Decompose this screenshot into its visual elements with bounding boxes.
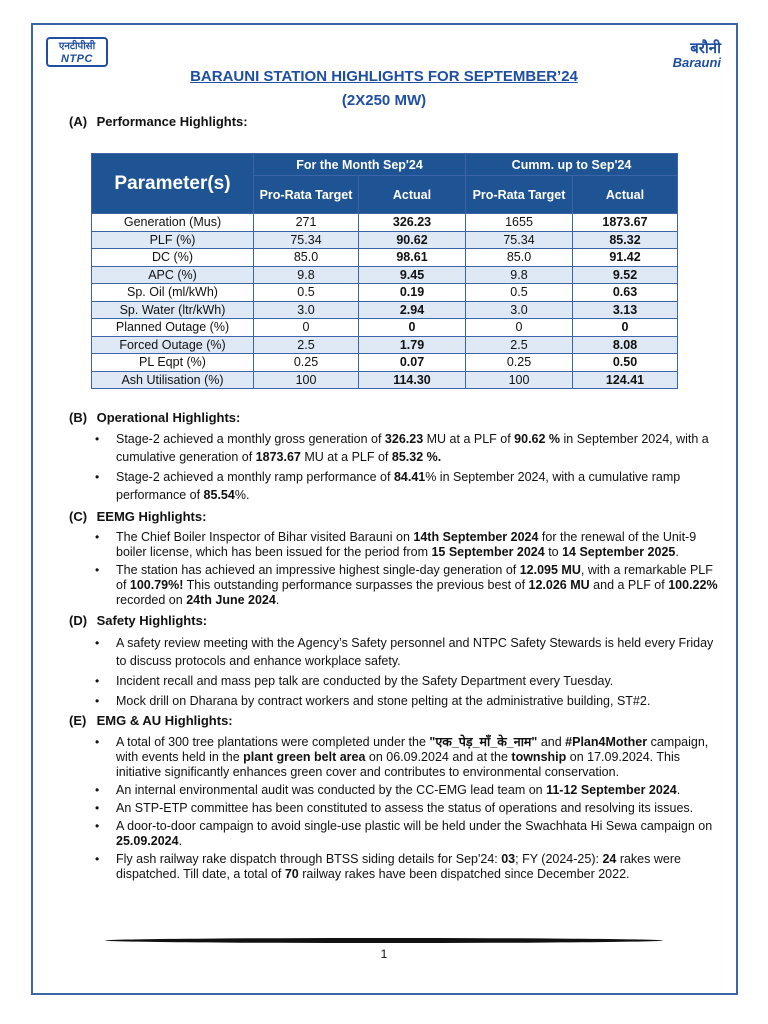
param-cell: PL Eqpt (%) xyxy=(92,354,254,372)
emg-item: • An internal environmental audit was conducted by the CC-EMG lead team on 11-12 September 2024. xyxy=(95,783,681,797)
section-e-heading xyxy=(69,713,233,728)
table-row xyxy=(92,354,678,372)
month-target-cell: 0.25 xyxy=(254,354,359,372)
bullet: • xyxy=(95,819,100,833)
cumm-group-header: Cumm. up to Sep'24 xyxy=(466,154,678,176)
cumm-actual-cell: 0.63 xyxy=(573,284,678,302)
month-actual-cell: 98.61 xyxy=(359,249,466,267)
table-row xyxy=(92,371,678,389)
table-row xyxy=(92,284,678,302)
param-cell: APC (%) xyxy=(92,266,254,284)
safety-list xyxy=(95,634,725,712)
cumm-actual-cell: 85.32 xyxy=(573,231,678,249)
section-c-title: EEMG Highlights: xyxy=(96,509,207,524)
emg-item: • Fly ash railway rake dispatch through BTSS siding details for Sep'24: 03; FY (2024-25): 24 rakes were dispatched. Till date, a total of 70 railway rakes have been dispatched since December 2022. xyxy=(95,852,681,881)
month-actual-cell: 0.07 xyxy=(359,354,466,372)
operational-item: • Stage-2 achieved a monthly gross generation of 326.23 MU at a PLF of 90.62 % in September 2024, with a cumulative generation of 1873.67 MU at a PLF of 85.32 %. xyxy=(95,432,709,464)
cumm-target-cell: 1655 xyxy=(466,214,573,232)
month-target-cell: 2.5 xyxy=(254,336,359,354)
ntpc-logo-hindi: एनटीपीसी xyxy=(58,41,96,52)
page-subtitle: (2X250 MW) xyxy=(341,92,427,109)
cumm-target-cell: 85.0 xyxy=(466,249,573,267)
section-d-title: Safety Highlights: xyxy=(96,613,208,628)
page-number: 1 xyxy=(380,947,388,961)
param-cell: Sp. Water (ltr/kWh) xyxy=(92,301,254,319)
month-actual-cell: 114.30 xyxy=(359,371,466,389)
emg-item: • A total of 300 tree plantations were completed under the "एक_पेड़_माँ_के_नाम" and #Plan4Mother campaign, with events held in the plant green belt area on 06.09.2024 and at the township on 17.09.2024. This initiative significantly enhances green cover and contributes to environmental conservation. xyxy=(95,735,709,779)
month-target-header: Pro-Rata Target xyxy=(254,176,359,214)
section-e-label: (E) xyxy=(69,713,87,728)
month-actual-cell: 0 xyxy=(359,319,466,337)
month-actual-cell: 9.45 xyxy=(359,266,466,284)
operational-item: • Stage-2 achieved a monthly ramp performance of 84.41% in September 2024, with a cumulative ramp performance of 85.54%. xyxy=(95,470,681,502)
performance-table xyxy=(91,153,678,389)
param-cell: Forced Outage (%) xyxy=(92,336,254,354)
section-e-title: EMG & AU Highlights: xyxy=(96,713,233,728)
bullet: • xyxy=(95,694,100,708)
performance-table-body xyxy=(92,214,678,389)
param-cell: Ash Utilisation (%) xyxy=(92,371,254,389)
footer-divider xyxy=(105,938,663,943)
eemg-item: • The Chief Boiler Inspector of Bihar visited Barauni on 14th September 2024 for the renewal of the Unit-9 boiler license, which has been issued for the period from 15 September 2024 to 14 September 2025. xyxy=(95,530,697,559)
month-target-cell: 3.0 xyxy=(254,301,359,319)
bullet: • xyxy=(95,563,100,577)
month-actual-cell: 0.19 xyxy=(359,284,466,302)
month-actual-cell: 2.94 xyxy=(359,301,466,319)
ntpc-logo xyxy=(46,37,108,67)
cumm-actual-cell: 91.42 xyxy=(573,249,678,267)
param-cell: Generation (Mus) xyxy=(92,214,254,232)
param-cell: DC (%) xyxy=(92,249,254,267)
month-target-cell: 271 xyxy=(254,214,359,232)
bullet: • xyxy=(95,470,100,484)
bullet: • xyxy=(95,783,100,797)
month-actual-cell: 90.62 xyxy=(359,231,466,249)
operational-list xyxy=(95,430,725,506)
cumm-actual-cell: 1873.67 xyxy=(573,214,678,232)
section-c-heading xyxy=(69,509,206,524)
bullet: • xyxy=(95,735,100,749)
cumm-target-cell: 0.5 xyxy=(466,284,573,302)
cumm-target-cell: 75.34 xyxy=(466,231,573,249)
cumm-target-cell: 0.25 xyxy=(466,354,573,372)
barauni-logo-hindi: बरौनी xyxy=(690,39,721,57)
bullet: • xyxy=(95,530,100,544)
table-row xyxy=(92,214,678,232)
table-row xyxy=(92,319,678,337)
page-title: BARAUNI STATION HIGHLIGHTS FOR SEPTEMBER’24 xyxy=(190,68,578,85)
month-actual-cell: 326.23 xyxy=(359,214,466,232)
section-b-label: (B) xyxy=(69,410,88,425)
cumm-target-header: Pro-Rata Target xyxy=(466,176,573,214)
param-cell: Planned Outage (%) xyxy=(92,319,254,337)
cumm-actual-cell: 0 xyxy=(573,319,678,337)
month-target-cell: 100 xyxy=(254,371,359,389)
cumm-target-cell: 100 xyxy=(466,371,573,389)
safety-item: • Mock drill on Dharana by contract workers and stone pelting at the administrative building, ST#2. xyxy=(95,694,651,708)
cumm-actual-cell: 124.41 xyxy=(573,371,678,389)
emg-list xyxy=(95,735,725,885)
cumm-target-cell: 2.5 xyxy=(466,336,573,354)
section-b-heading xyxy=(69,410,240,425)
section-b-title: Operational Highlights: xyxy=(96,410,241,425)
barauni-logo xyxy=(655,40,721,70)
cumm-actual-cell: 9.52 xyxy=(573,266,678,284)
barauni-logo-english: Barauni xyxy=(672,55,721,70)
safety-item: • Incident recall and mass pep talk are conducted by the Safety Department every Tuesday. xyxy=(95,674,614,688)
ntpc-logo-english: NTPC xyxy=(61,53,93,65)
eemg-list xyxy=(95,530,725,611)
table-row xyxy=(92,266,678,284)
bullet: • xyxy=(95,852,100,866)
cumm-actual-cell: 3.13 xyxy=(573,301,678,319)
emg-item: • An STP-ETP committee has been constituted to assess the status of operations and resolving its issues. xyxy=(95,801,694,815)
cumm-actual-header: Actual xyxy=(573,176,678,214)
safety-item: • A safety review meeting with the Agency’s Safety personnel and NTPC Safety Stewards is held every Friday to discuss protocols and enhance workplace safety. xyxy=(95,636,714,668)
month-actual-header: Actual xyxy=(359,176,466,214)
month-target-cell: 0.5 xyxy=(254,284,359,302)
cumm-actual-cell: 8.08 xyxy=(573,336,678,354)
table-row xyxy=(92,336,678,354)
emg-item: • A door-to-door campaign to avoid single-use plastic will be held under the Swachhata Hi Sewa campaign on 25.09.2024. xyxy=(95,819,713,848)
bullet: • xyxy=(95,801,100,815)
month-group-header: For the Month Sep'24 xyxy=(254,154,466,176)
bullet: • xyxy=(95,636,100,650)
cumm-actual-cell: 0.50 xyxy=(573,354,678,372)
cumm-target-cell: 9.8 xyxy=(466,266,573,284)
param-cell: Sp. Oil (ml/kWh) xyxy=(92,284,254,302)
section-c-label: (C) xyxy=(69,509,88,524)
month-target-cell: 0 xyxy=(254,319,359,337)
section-a-label: (A) xyxy=(69,114,88,129)
section-d-heading xyxy=(69,613,207,628)
table-row xyxy=(92,301,678,319)
section-d-label: (D) xyxy=(69,613,88,628)
section-a-heading xyxy=(69,114,248,129)
cumm-target-cell: 0 xyxy=(466,319,573,337)
section-a-title: Performance Highlights: xyxy=(96,114,248,129)
month-target-cell: 85.0 xyxy=(254,249,359,267)
table-row xyxy=(92,231,678,249)
cumm-target-cell: 3.0 xyxy=(466,301,573,319)
month-actual-cell: 1.79 xyxy=(359,336,466,354)
month-target-cell: 75.34 xyxy=(254,231,359,249)
param-cell: PLF (%) xyxy=(92,231,254,249)
bullet: • xyxy=(95,432,100,446)
table-row xyxy=(92,249,678,267)
eemg-item: • The station has achieved an impressive highest single-day generation of 12.095 MU, with a remarkable PLF of 100.79%! This outstanding performance surpasses the previous best of 12.026 MU and a PLF of 100.22% recorded on 24th June 2024. xyxy=(95,563,718,607)
bullet: • xyxy=(95,674,100,688)
month-target-cell: 9.8 xyxy=(254,266,359,284)
parameter-header: Parameter(s) xyxy=(92,154,254,214)
